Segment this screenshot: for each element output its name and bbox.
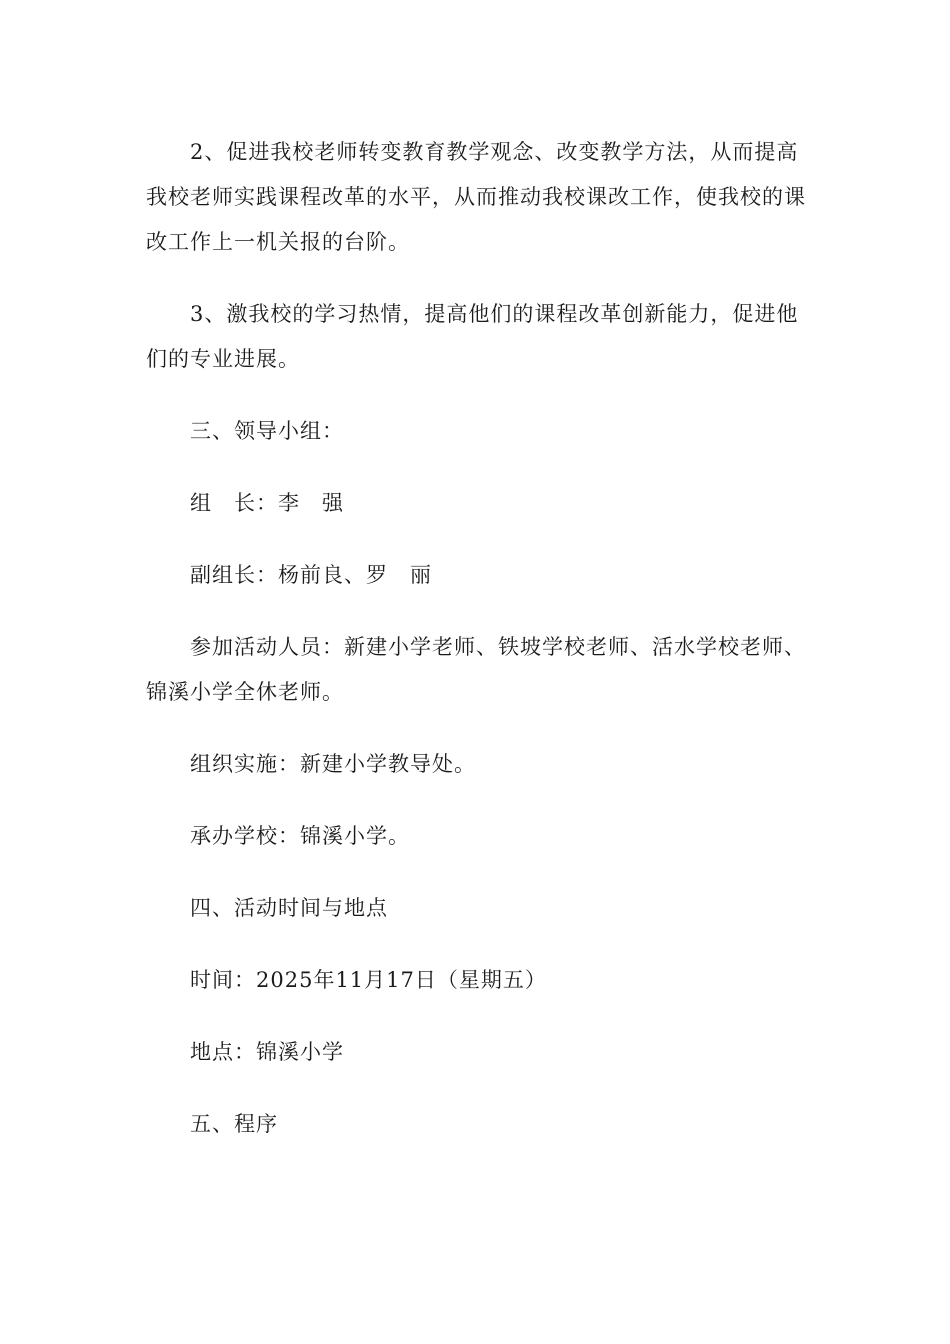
- paragraph-host-school: 承办学校：锦溪小学。: [190, 824, 410, 848]
- paragraph-organizer: 组织实施：新建小学教导处。: [190, 752, 476, 776]
- paragraph-goal-3: 3、激我校的学习热情，提高他们的课程改革创新能力，促进他们的专业进展。: [146, 302, 799, 371]
- paragraph-time: 时间：2025年11月17日（星期五）: [190, 968, 547, 992]
- paragraph-deputy-leader: 副组长：杨前良、罗 丽: [190, 563, 432, 587]
- paragraph-goal-2: 2、促进我校老师转变教育教学观念、改变教学方法，从而提高我校老师实践课程改革的水平，从而推动我校课改工作，使我校的课改工作上一机关报的台阶。: [146, 140, 806, 254]
- paragraph-team-leader: 组 长：李 强: [190, 491, 344, 515]
- paragraph-participants: 参加活动人员：新建小学老师、铁坡学校老师、活水学校老师、锦溪小学全休老师。: [146, 635, 806, 704]
- paragraph-location: 地点：锦溪小学: [190, 1040, 344, 1064]
- document-body: [146, 130, 811, 1147]
- section-heading-leadership: 三、领导小组：: [190, 419, 344, 443]
- section-heading-procedure: 五、程序: [190, 1112, 278, 1136]
- section-heading-time-place: 四、活动时间与地点: [190, 896, 388, 920]
